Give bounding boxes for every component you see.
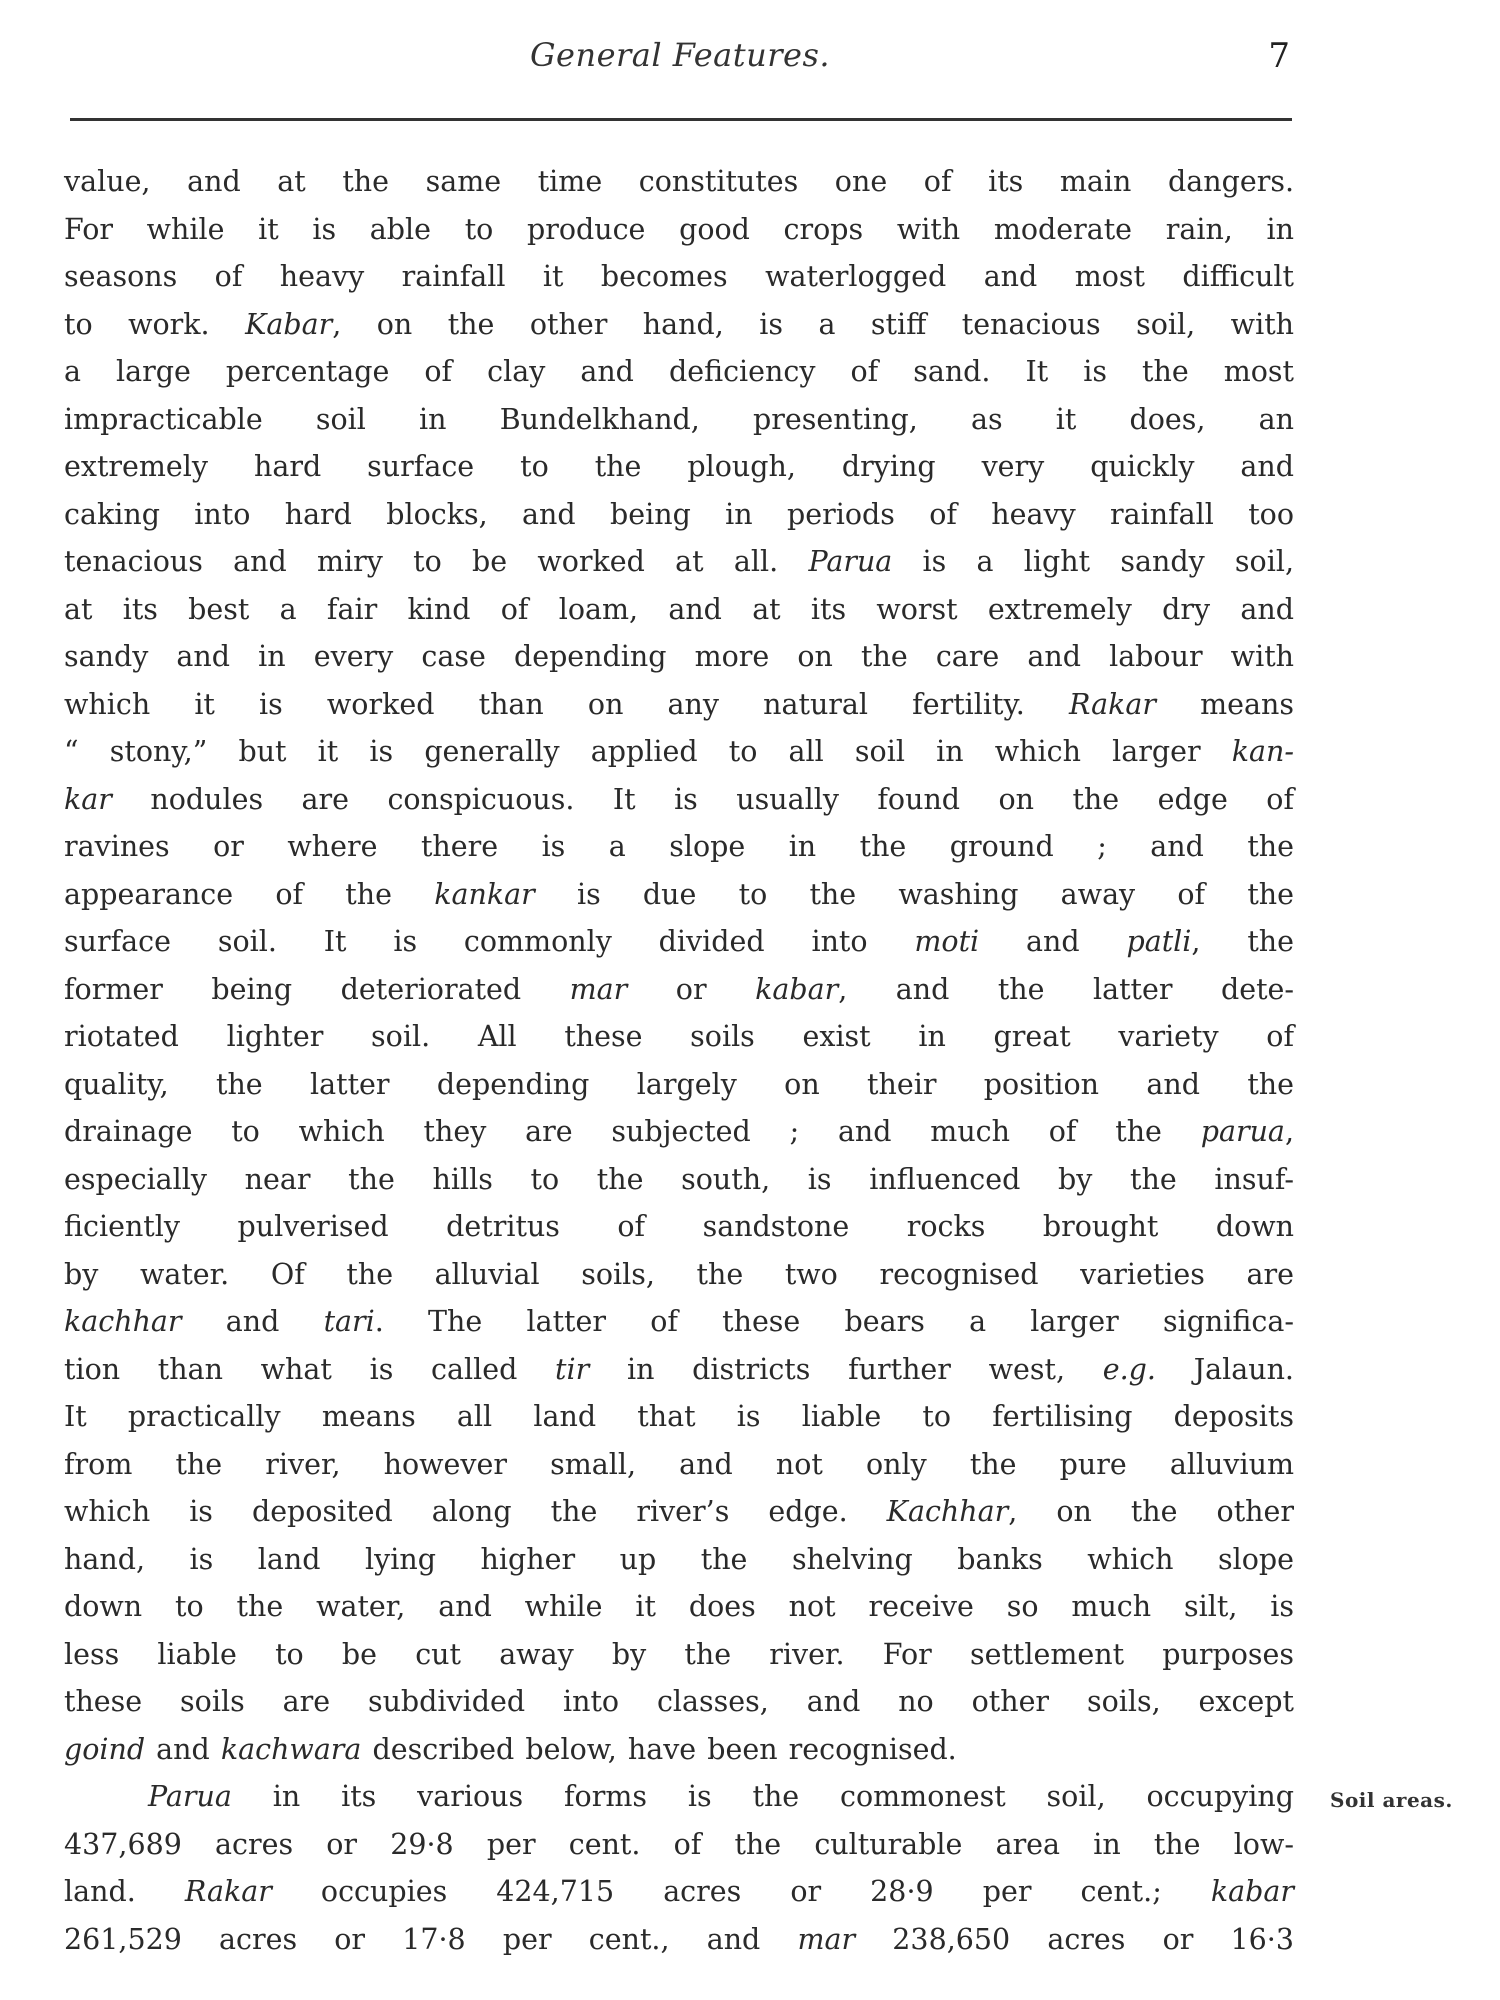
- text-line: hand, is land lying higher up the shelving banks which slope: [64, 1542, 1294, 1576]
- text-line: to work. Kabar, on the other hand, is a stiff tenacious soil, with: [64, 307, 1295, 341]
- text-line: drainage to which they are subjected ; and much of the parua,: [64, 1115, 1294, 1148]
- text-line: goind and kachwara described below, have been recognised.: [64, 1732, 957, 1766]
- text-line: a large percentage of clay and deficiency of sand. It is the most: [64, 355, 1294, 388]
- text-line: which it is worked than on any natural fertility. Rakar means: [64, 687, 1294, 721]
- text-line: tenacious and miry to be worked at all. Parua is a light sandy soil,: [64, 545, 1295, 578]
- text-line: which is deposited along the river’s edge. Kachhar, on the other: [64, 1495, 1294, 1528]
- text-line: riotated lighter soil. All these soils exist in great variety of: [64, 1020, 1294, 1053]
- text-line: at its best a fair kind of loam, and at its worst extremely dry and: [64, 592, 1294, 626]
- margin-note: Soil areas.: [1330, 1788, 1453, 1812]
- text-line: value, and at the same time constitutes one of its main dangers.: [64, 165, 1294, 198]
- text-line: “ stony,” but it is generally applied to all soil in which larger kan-: [64, 735, 1294, 768]
- text-line: kachhar and tari. The latter of these bears a larger significa-: [64, 1305, 1294, 1338]
- text-line: from the river, however small, and not only the pure alluvium: [64, 1447, 1294, 1481]
- running-title: General Features.: [529, 36, 831, 74]
- text-line: especially near the hills to the south, is influenced by the insuf-: [64, 1162, 1294, 1196]
- text-line: land. Rakar occupies 424,715 acres or 28·9 per cent.; kabar: [64, 1875, 1295, 1908]
- text-line: seasons of heavy rainfall it becomes waterlogged and most difficult: [64, 260, 1294, 293]
- text-line: kar nodules are conspicuous. It is usually found on the edge of: [64, 782, 1294, 816]
- text-line: by water. Of the alluvial soils, the two recognised varieties are: [64, 1257, 1294, 1291]
- text-line: ficiently pulverised detritus of sandstone rocks brought down: [64, 1210, 1294, 1243]
- text-line: sandy and in every case depending more on the care and labour with: [64, 640, 1294, 673]
- text-line: extremely hard surface to the plough, drying very quickly and: [64, 450, 1294, 483]
- text-line: 437,689 acres or 29·8 per cent. of the culturable area in the low-: [64, 1827, 1294, 1861]
- text-line: 261,529 acres or 17·8 per cent., and mar 238,650 acres or 16·3: [64, 1922, 1294, 1956]
- page-header: [70, 28, 1290, 98]
- text-line: It practically means all land that is liable to fertilising deposits: [64, 1400, 1294, 1433]
- text-line: caking into hard blocks, and being in periods of heavy rainfall too: [64, 497, 1294, 531]
- text-line: tion than what is called tir in districts further west, e.g. Jalaun.: [64, 1352, 1294, 1386]
- text-line: appearance of the kankar is due to the washing away of the: [64, 877, 1294, 911]
- text-line: ravines or where there is a slope in the ground ; and the: [64, 830, 1294, 863]
- text-line: surface soil. It is commonly divided into moti and patli, the: [64, 925, 1294, 958]
- text-line: down to the water, and while it does not receive so much silt, is: [64, 1590, 1294, 1623]
- text-line: former being deteriorated mar or kabar, and the latter dete-: [64, 972, 1295, 1006]
- body-text: [64, 158, 1294, 1963]
- text-line: less liable to be cut away by the river. For settlement purposes: [64, 1637, 1294, 1671]
- text-line: For while it is able to produce good crops with moderate rain, in: [64, 212, 1294, 246]
- text-line: Parua in its various forms is the commonest soil, occupying: [148, 1780, 1294, 1813]
- text-line: impracticable soil in Bundelkhand, presenting, as it does, an: [64, 402, 1294, 436]
- header-rule: [70, 118, 1292, 121]
- text-line: these soils are subdivided into classes, and no other soils, except: [64, 1685, 1294, 1718]
- page-number: 7: [1268, 36, 1290, 76]
- text-line: quality, the latter depending largely on their position and the: [64, 1067, 1294, 1101]
